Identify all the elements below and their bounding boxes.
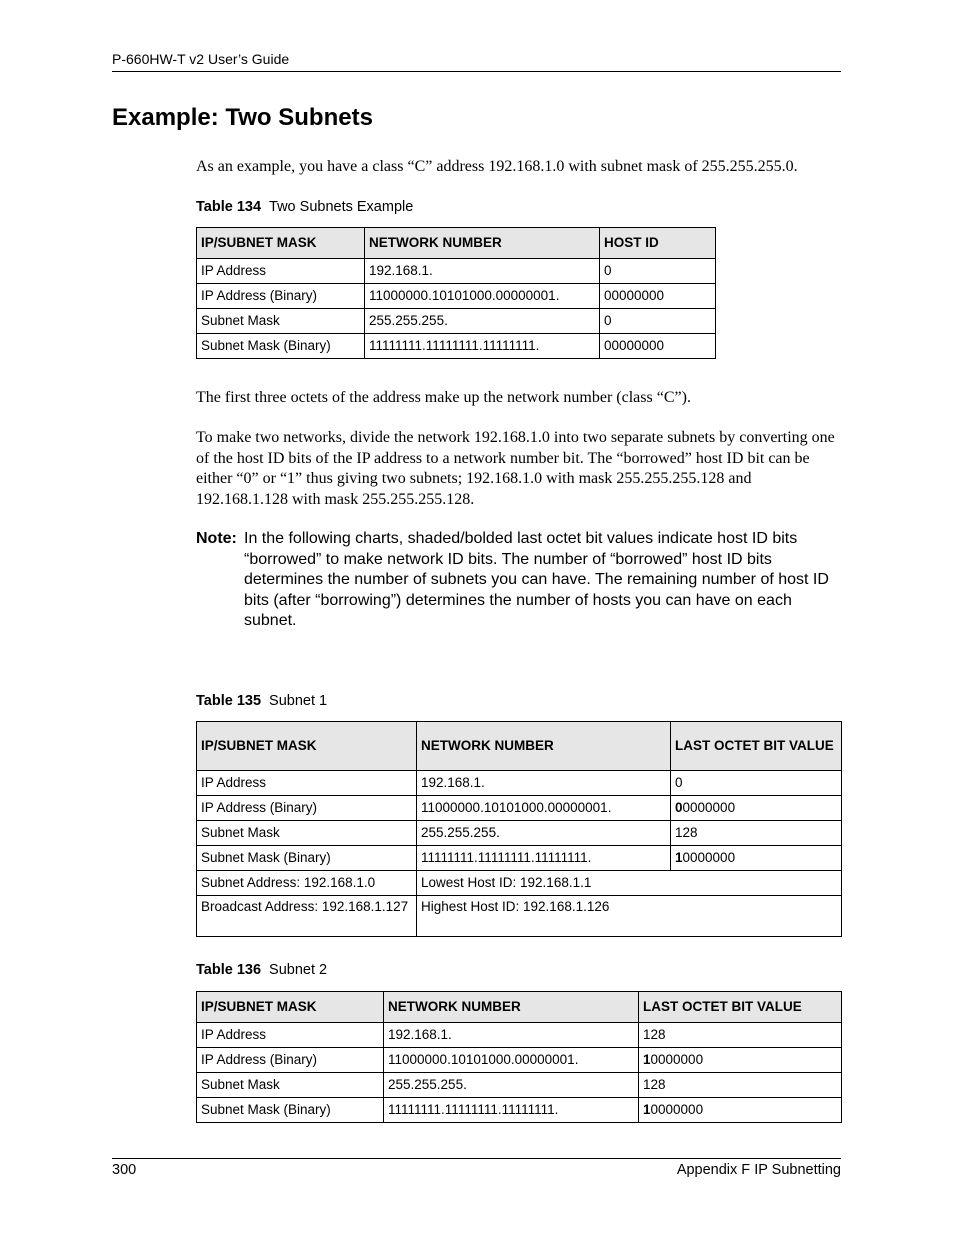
- note-text: In the following charts, shaded/bolded last octet bit values indicate host ID bits “borrowed” to make network ID bits. The number of “borrowed” host ID bits determines the number of subnets you can have. The remaining number of host ID bits (after “borrowing”) determines the number of hosts you can have on each subnet.: [244, 530, 829, 629]
- table-row: [197, 846, 842, 871]
- table-cell: [639, 1098, 842, 1123]
- table-cell: IP Address (Binary): [197, 284, 365, 309]
- table-135: [196, 721, 842, 937]
- table-row: [197, 821, 842, 846]
- table-cell: 192.168.1.: [384, 1023, 639, 1048]
- note-label: Note:: [196, 530, 237, 547]
- table-cell: [639, 1048, 842, 1073]
- table-cell: [671, 771, 842, 796]
- borrowed-bit: 1: [675, 850, 683, 865]
- borrowed-bit: 1: [643, 1052, 651, 1067]
- table-cell: 11111111.11111111.11111111.: [417, 846, 671, 871]
- table-cell: 11000000.10101000.00000001.: [417, 796, 671, 821]
- footer-section-title: Appendix F IP Subnetting: [676, 1162, 841, 1178]
- running-header: P-660HW-T v2 User’s Guide: [112, 51, 290, 67]
- column-header: LAST OCTET BIT VALUE: [639, 992, 842, 1023]
- table-row: [197, 771, 842, 796]
- table-136-caption: [196, 962, 327, 978]
- table-cell: Subnet Mask (Binary): [197, 846, 417, 871]
- table-cell: Subnet Mask (Binary): [197, 334, 365, 359]
- table-cell: 0: [600, 309, 716, 334]
- table-cell: [671, 821, 842, 846]
- column-header: IP/SUBNET MASK: [197, 722, 417, 771]
- table-cell: [671, 846, 842, 871]
- remaining-bits: 0000000: [682, 800, 736, 815]
- caption-title: Subnet 2: [269, 962, 328, 978]
- table-136: [196, 991, 842, 1123]
- table-cell: Subnet Mask: [197, 309, 365, 334]
- table-cell: 11000000.10101000.00000001.: [384, 1048, 639, 1073]
- table-row: [197, 1048, 842, 1073]
- remaining-bits: 0000000: [682, 850, 736, 865]
- table-cell: [671, 796, 842, 821]
- table-row: [197, 1098, 842, 1123]
- caption-number: Table 135: [196, 693, 262, 709]
- table-cell: IP Address: [197, 1023, 384, 1048]
- borrowed-bit: 0: [675, 800, 683, 815]
- table-cell: 0: [600, 259, 716, 284]
- table-cell: Subnet Mask: [197, 1073, 384, 1098]
- table-135-caption: [196, 693, 327, 709]
- table-cell: 192.168.1.: [365, 259, 600, 284]
- column-header: LAST OCTET BIT VALUE: [671, 722, 842, 771]
- remaining-bits: 128: [675, 825, 698, 840]
- column-header: HOST ID: [600, 228, 716, 259]
- footer-rule: [112, 1158, 841, 1159]
- table-cell: Subnet Mask (Binary): [197, 1098, 384, 1123]
- column-header: NETWORK NUMBER: [417, 722, 671, 771]
- remaining-bits: 128: [643, 1077, 666, 1092]
- column-header: IP/SUBNET MASK: [197, 228, 365, 259]
- page-title: Example: Two Subnets: [112, 104, 373, 131]
- remaining-bits: 0000000: [650, 1052, 704, 1067]
- column-header: NETWORK NUMBER: [384, 992, 639, 1023]
- table-134-caption: [196, 199, 413, 215]
- table-cell: [639, 1023, 842, 1048]
- highest-host-cell: Highest Host ID: 192.168.1.126: [417, 896, 842, 937]
- table-header-row: [197, 992, 842, 1023]
- note-block: [196, 529, 842, 632]
- table-row: [197, 871, 842, 896]
- table-cell: IP Address (Binary): [197, 1048, 384, 1073]
- table-row: [197, 334, 716, 359]
- table-cell: IP Address (Binary): [197, 796, 417, 821]
- table-cell: 00000000: [600, 334, 716, 359]
- table-cell: Subnet Mask: [197, 821, 417, 846]
- paragraph-network-number: The first three octets of the address make up the network number (class “C”).: [196, 389, 691, 406]
- table-row: [197, 259, 716, 284]
- remaining-bits: 0: [675, 775, 683, 790]
- intro-paragraph: As an example, you have a class “C” address 192.168.1.0 with subnet mask of 255.255.255.0.: [196, 158, 798, 175]
- table-header-row: [197, 722, 842, 771]
- table-cell: IP Address: [197, 259, 365, 284]
- caption-title: Subnet 1: [269, 693, 328, 709]
- page-number: 300: [112, 1162, 137, 1178]
- table-row: [197, 796, 842, 821]
- table-cell: 11111111.11111111.11111111.: [365, 334, 600, 359]
- table-row: [197, 1023, 842, 1048]
- remaining-bits: 0000000: [650, 1102, 704, 1117]
- lowest-host-cell: Lowest Host ID: 192.168.1.1: [417, 871, 842, 896]
- table-row: [197, 1073, 842, 1098]
- table-cell: 11111111.11111111.11111111.: [384, 1098, 639, 1123]
- table-row: [197, 309, 716, 334]
- table-row: [197, 896, 842, 937]
- table-cell: 00000000: [600, 284, 716, 309]
- table-134: [196, 227, 716, 359]
- subnet-address-cell: Subnet Address: 192.168.1.0: [197, 871, 417, 896]
- column-header: NETWORK NUMBER: [365, 228, 600, 259]
- column-header: IP/SUBNET MASK: [197, 992, 384, 1023]
- table-header-row: [197, 228, 716, 259]
- table-cell: IP Address: [197, 771, 417, 796]
- table-cell: 255.255.255.: [417, 821, 671, 846]
- table-row: [197, 284, 716, 309]
- caption-number: Table 136: [196, 962, 262, 978]
- paragraph-two-networks: To make two networks, divide the network 192.168.1.0 into two separate subnets by converting one of the host ID bits of the IP address to a network number bit. The “borrowed” host ID bit can be either “0” or “1” thus giving two subnets; 192.168.1.0 with mask 255.255.255.128 and 192.168.1.128 with mask 255.255.255.128.: [196, 429, 835, 508]
- table-cell: 255.255.255.: [384, 1073, 639, 1098]
- table-cell: [639, 1073, 842, 1098]
- broadcast-address-cell: Broadcast Address: 192.168.1.127: [197, 896, 417, 937]
- table-cell: 11000000.10101000.00000001.: [365, 284, 600, 309]
- remaining-bits: 128: [643, 1027, 666, 1042]
- caption-title: Two Subnets Example: [269, 199, 414, 215]
- table-cell: 255.255.255.: [365, 309, 600, 334]
- caption-number: Table 134: [196, 199, 262, 215]
- borrowed-bit: 1: [643, 1102, 651, 1117]
- header-rule: [112, 71, 841, 72]
- table-cell: 192.168.1.: [417, 771, 671, 796]
